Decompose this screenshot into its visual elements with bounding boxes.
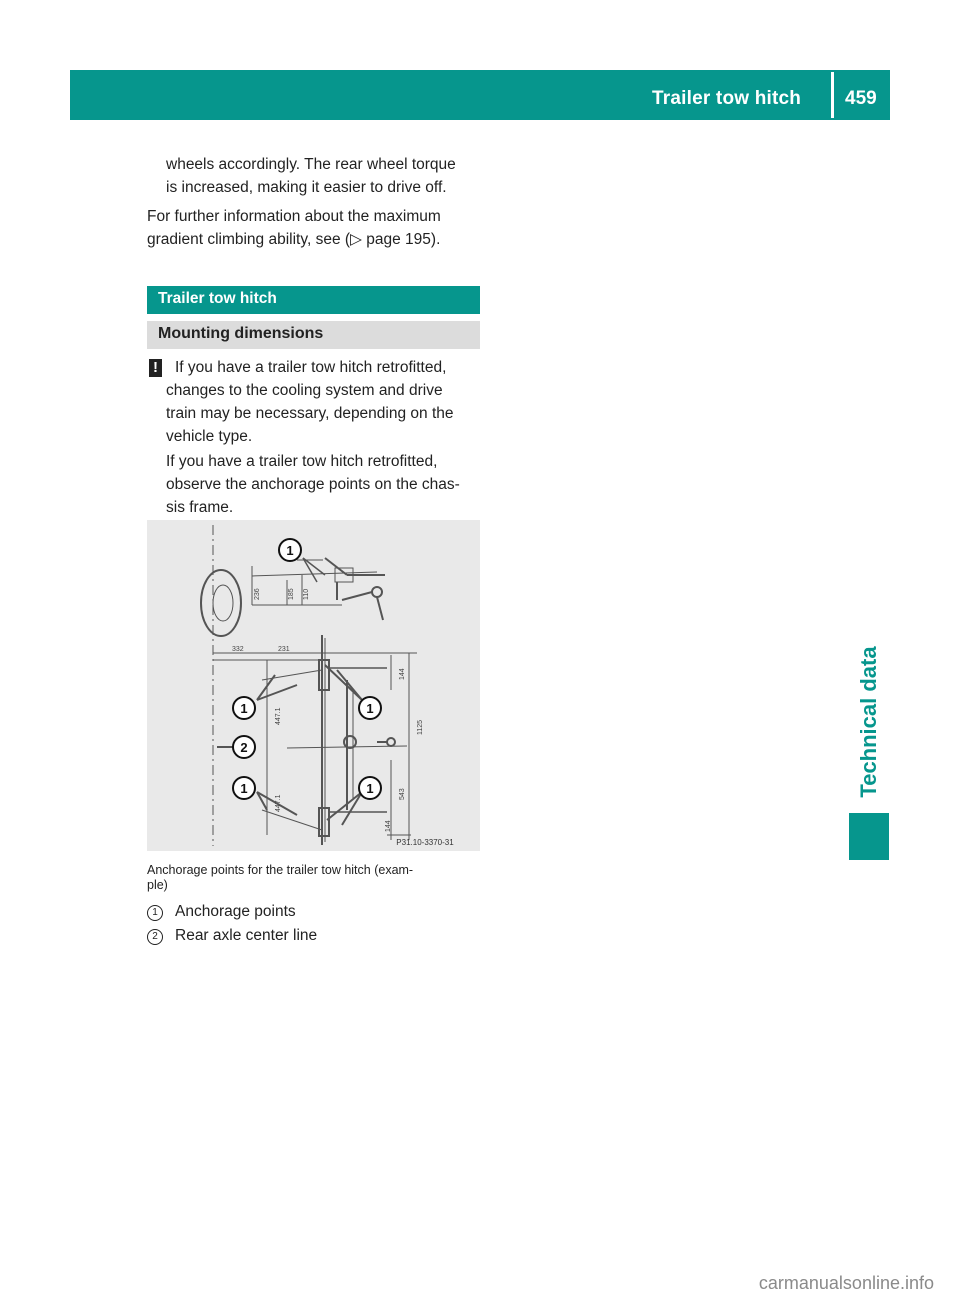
- side-tab-block: [849, 813, 889, 860]
- svg-text:2: 2: [240, 740, 248, 755]
- wheel: [201, 570, 241, 636]
- svg-text:1: 1: [286, 543, 294, 558]
- caption-line: ple): [147, 878, 168, 892]
- dim-label: 332: [232, 646, 244, 653]
- dim-label: 185: [288, 588, 295, 600]
- intro-line-link[interactable]: gradient climbing ability, see (▷ page 195).: [147, 231, 441, 248]
- warning-line: sis frame.: [166, 499, 234, 516]
- figure-code: P31.10-3370-31: [396, 838, 454, 847]
- dim-label: 144: [399, 668, 406, 680]
- svg-text:1: 1: [366, 781, 374, 796]
- dim-label: 144: [385, 820, 392, 832]
- wheel-hub: [213, 585, 233, 621]
- dim-label: 110: [303, 588, 310, 600]
- dim-label: 1125: [417, 719, 424, 735]
- dim-label: 543: [399, 788, 406, 800]
- legend-number: 1: [147, 905, 163, 921]
- warning-icon: !: [149, 359, 162, 377]
- warning-line: If you have a trailer tow hitch retrofitted,: [175, 359, 447, 376]
- anchorage-diagram: [147, 520, 480, 851]
- callout-1-top: [279, 539, 301, 561]
- callout-1-right-upper: [359, 697, 381, 719]
- warning-line: changes to the cooling system and drive: [166, 382, 443, 399]
- warning-line: observe the anchorage points on the chas-: [166, 476, 460, 493]
- dim-label: 447.1: [275, 794, 282, 812]
- page-number: 459: [845, 88, 877, 109]
- warning-line: train may be necessary, depending on the: [166, 405, 454, 422]
- dim-label: 236: [254, 588, 261, 600]
- watermark: carmanualsonline.info: [758, 1273, 934, 1293]
- warning-line: vehicle type.: [166, 428, 253, 445]
- dim-label: 231: [278, 646, 290, 653]
- legend-item: [147, 926, 317, 946]
- callout-1-left-lower: [233, 777, 255, 799]
- callout-1-left-upper: [233, 697, 255, 719]
- intro-line: wheels accordingly. The rear wheel torque: [166, 156, 456, 173]
- section-title: Trailer tow hitch: [158, 290, 277, 307]
- intro-line: is increased, making it easier to drive off.: [166, 179, 447, 196]
- header-separator: [831, 72, 834, 118]
- caption-line: Anchorage points for the trailer tow hitch (exam-: [147, 863, 414, 877]
- side-tab-label: Technical data: [856, 646, 881, 798]
- legend-item: [147, 902, 296, 922]
- dim-label: 447.1: [275, 707, 282, 725]
- figure-caption: [147, 863, 480, 893]
- header-title: Trailer tow hitch: [652, 88, 802, 109]
- warning-line: If you have a trailer tow hitch retrofitted,: [166, 453, 438, 470]
- callout-1-right-lower: [359, 777, 381, 799]
- svg-text:1: 1: [240, 781, 248, 796]
- legend-label: Rear axle center line: [175, 927, 318, 944]
- callout-2: [233, 736, 255, 758]
- diagram-svg: [147, 520, 480, 851]
- svg-text:1: 1: [366, 701, 374, 716]
- legend-label: Anchorage points: [175, 903, 296, 920]
- svg-text:1: 1: [240, 701, 248, 716]
- legend-number: 2: [147, 929, 163, 945]
- intro-line: For further information about the maximum: [147, 208, 441, 225]
- subsection-title: Mounting dimensions: [158, 325, 324, 342]
